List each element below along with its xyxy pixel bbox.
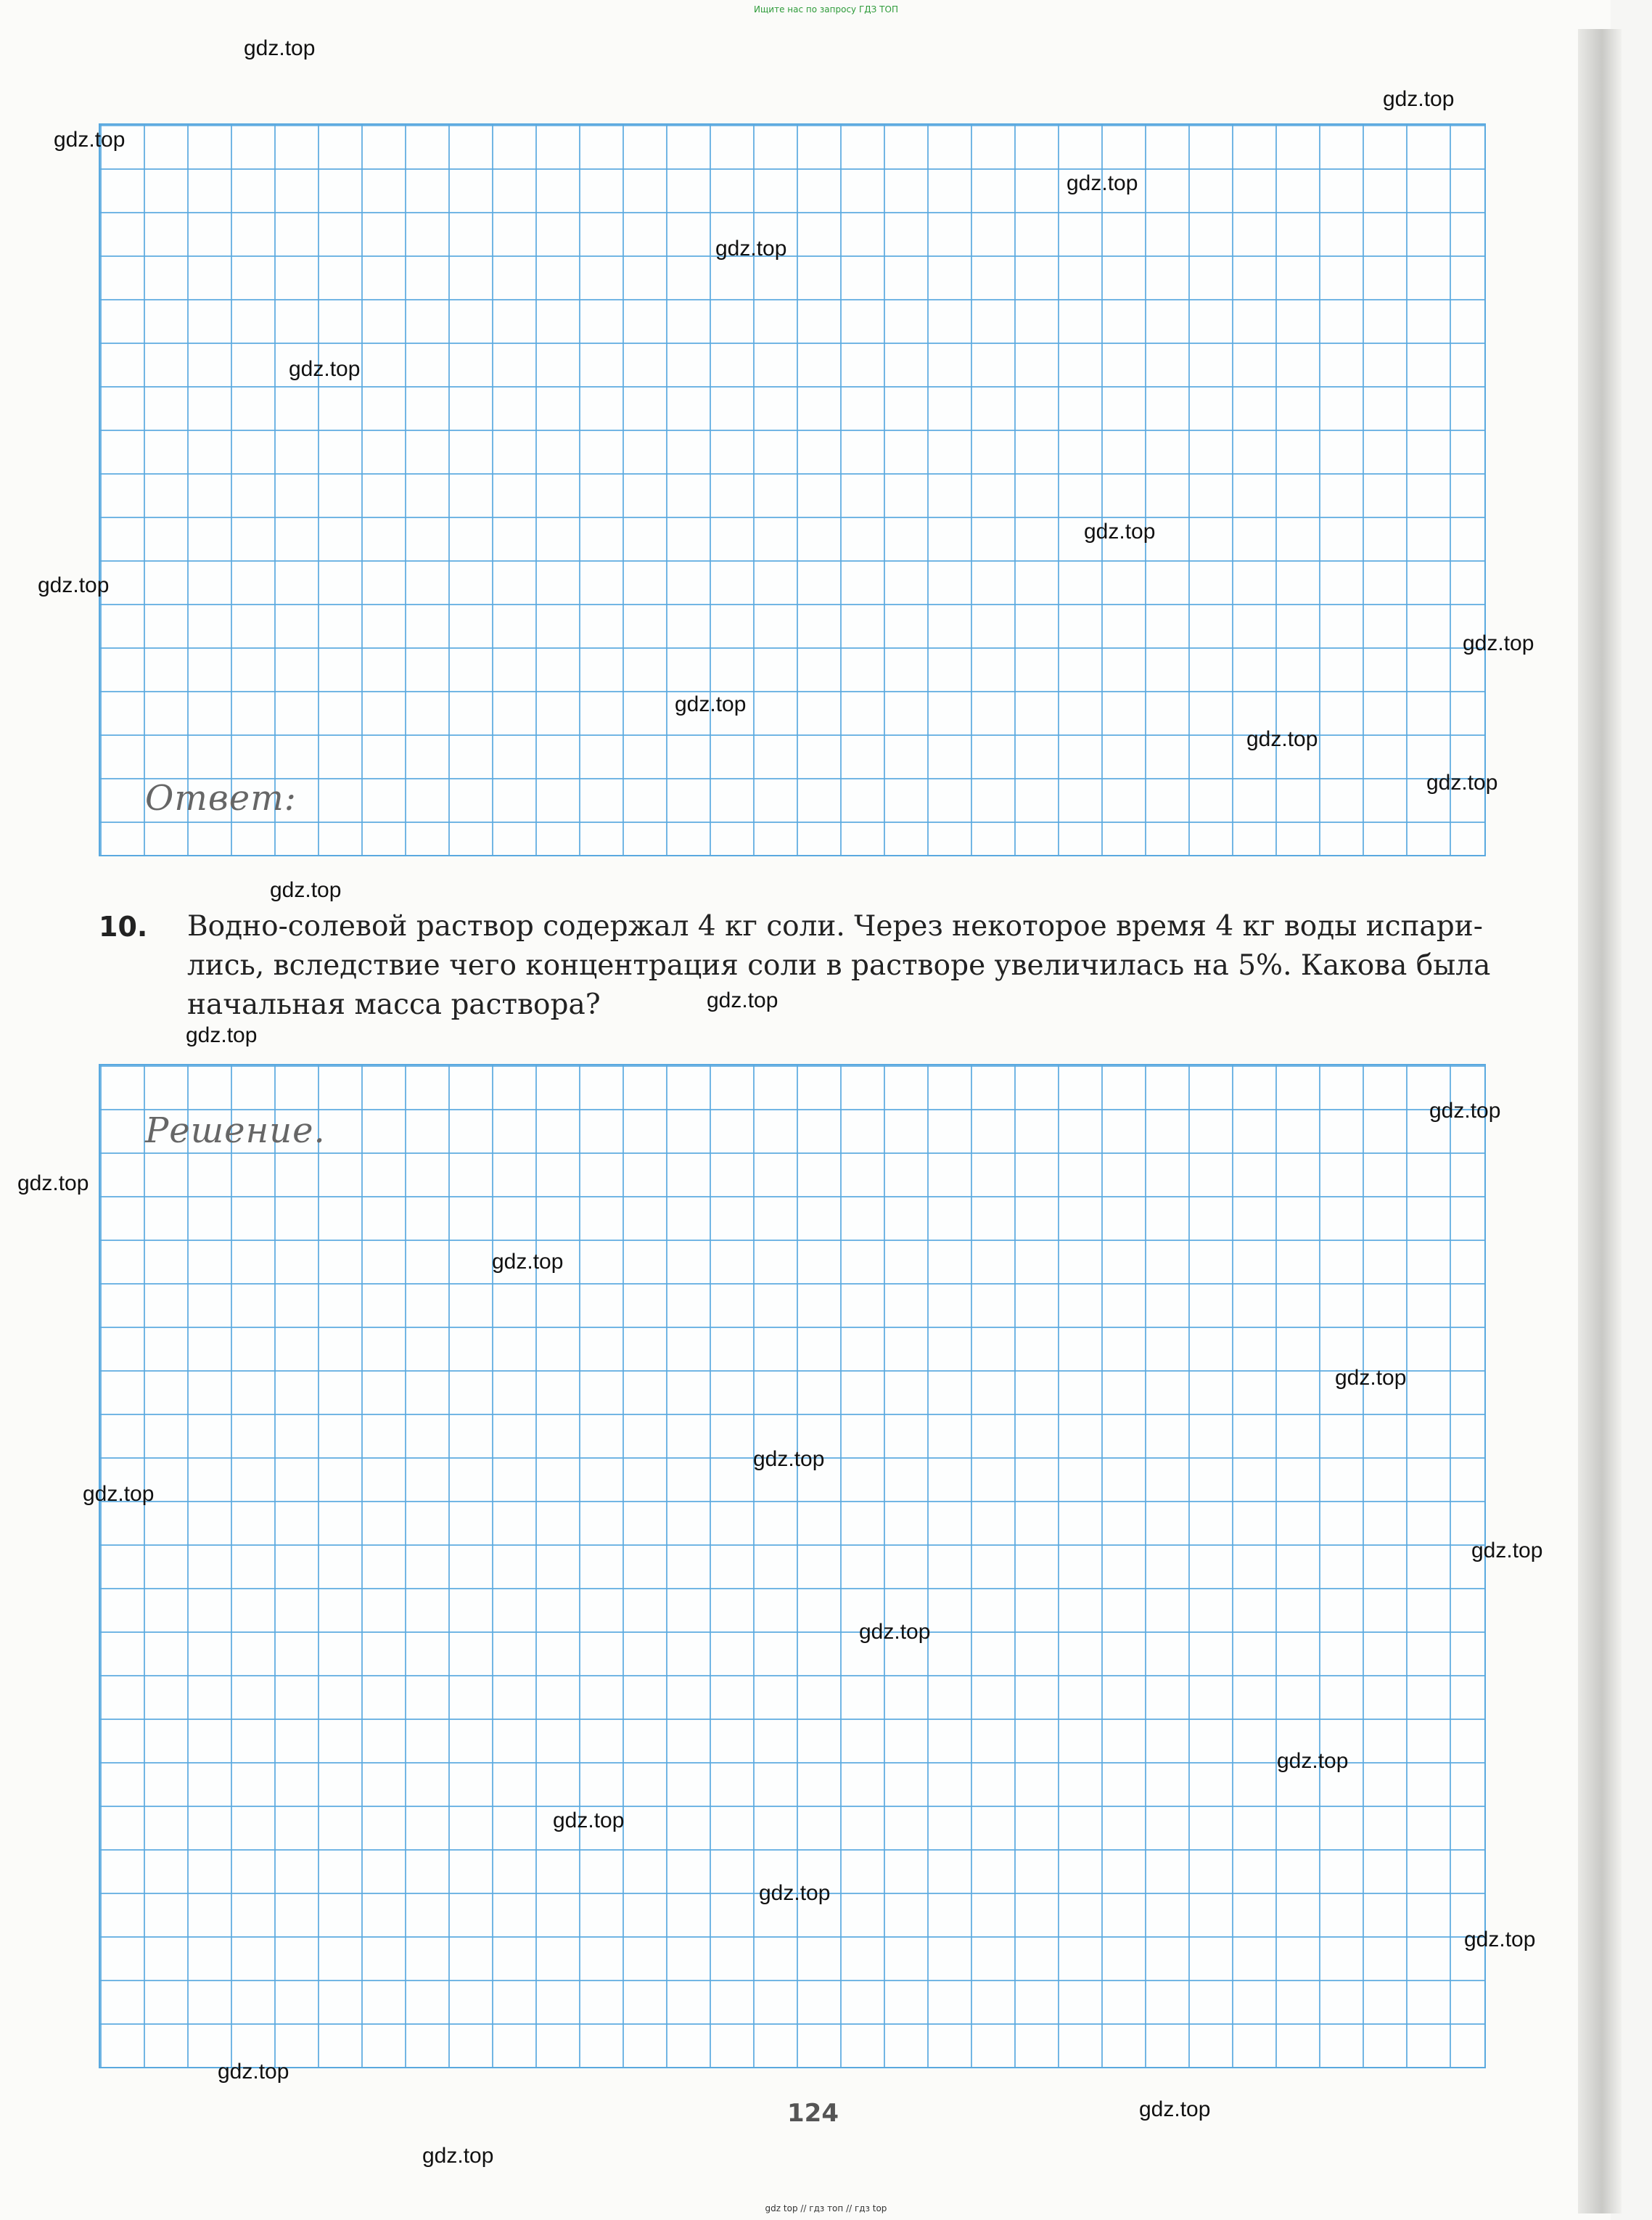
watermark: gdz.top xyxy=(422,2144,494,2168)
watermark: gdz.top xyxy=(1067,171,1138,195)
watermark: gdz.top xyxy=(17,1171,89,1195)
watermark: gdz.top xyxy=(492,1250,564,1274)
problem-text-line: лись, вследствие чего концентрация соли в растворе увеличилась на 5%. Какова была xyxy=(187,949,1491,982)
watermark: gdz.top xyxy=(1429,1099,1501,1123)
watermark: gdz.top xyxy=(859,1620,931,1644)
header-note: Ищите нас по запросу ГДЗ ТОП xyxy=(754,4,898,15)
watermark: gdz.top xyxy=(218,2060,289,2084)
watermark: gdz.top xyxy=(186,1023,258,1047)
watermark: gdz.top xyxy=(1426,771,1498,795)
watermark: gdz.top xyxy=(715,237,787,261)
watermark: gdz.top xyxy=(1084,520,1156,544)
watermark: gdz.top xyxy=(1139,2097,1211,2121)
watermark: gdz.top xyxy=(1464,1928,1536,1951)
watermark: gdz.top xyxy=(753,1447,825,1471)
watermark: gdz.top xyxy=(1277,1749,1349,1773)
problem-number: 10. xyxy=(99,911,148,943)
watermark: gdz.top xyxy=(675,692,747,716)
watermark: gdz.top xyxy=(1471,1539,1543,1562)
watermark: gdz.top xyxy=(244,36,316,60)
watermark: gdz.top xyxy=(270,878,342,902)
watermark: gdz.top xyxy=(83,1482,155,1506)
book-spine-shadow xyxy=(1578,29,1622,2213)
watermark: gdz.top xyxy=(1463,631,1534,655)
answer-label: Ответ: xyxy=(145,778,297,819)
problem-text-line: начальная масса раствора? xyxy=(187,988,601,1021)
watermark: gdz.top xyxy=(1335,1366,1407,1390)
watermark: gdz.top xyxy=(289,357,361,381)
problem-text-line: Водно-солевой раствор содержал 4 кг соли. Через некоторое время 4 кг воды испари- xyxy=(187,910,1483,943)
watermark: gdz.top xyxy=(38,573,110,597)
watermark: gdz.top xyxy=(553,1809,625,1832)
watermark: gdz.top xyxy=(54,128,126,152)
page-number: 124 xyxy=(787,2099,839,2128)
watermark: gdz.top xyxy=(1383,87,1455,111)
watermark: gdz.top xyxy=(759,1881,831,1905)
watermark: gdz.top xyxy=(707,988,778,1012)
watermark: gdz.top xyxy=(1246,727,1318,751)
solution-grid xyxy=(99,1064,1486,2068)
footer-note: gdz top // гдз топ // гдз top xyxy=(765,2203,887,2213)
solution-label: Решение. xyxy=(145,1110,326,1151)
